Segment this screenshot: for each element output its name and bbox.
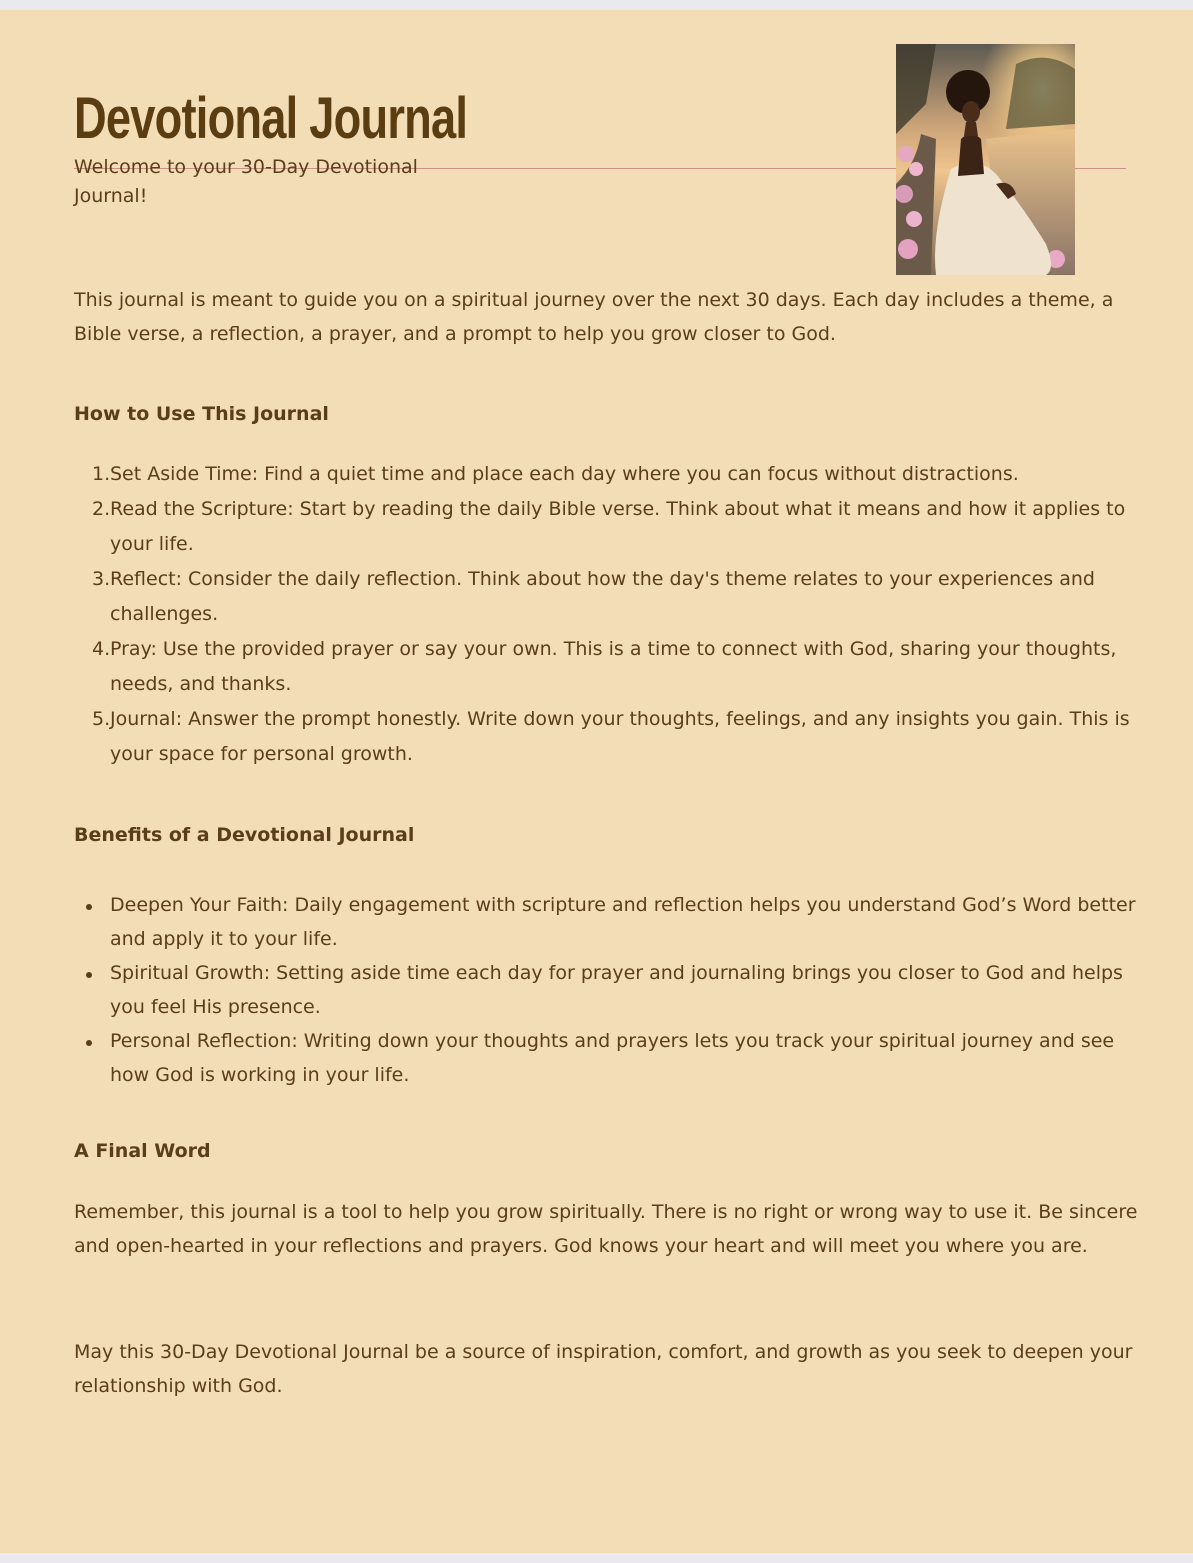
list-item (74, 457, 1159, 492)
list-item (74, 888, 1159, 956)
bullet-icon (86, 1040, 92, 1046)
list-item-text: Spiritual Growth: Setting aside time each day for prayer and journaling brings you closer to God and helps you feel His presence. (110, 962, 1123, 1018)
woman-by-river-photo (896, 44, 1075, 275)
list-item (74, 1024, 1159, 1092)
benefits-list (74, 888, 1159, 1092)
list-item-text: Pray: Use the provided prayer or say your own. This is a time to connect with God, sharing your thoughts, needs, and thanks. (110, 638, 1117, 695)
list-item-number: 3. (92, 568, 111, 590)
list-item-text: Set Aside Time: Find a quiet time and place each day where you can focus without distractions. (110, 463, 1019, 485)
final-word-paragraph: Remember, this journal is a tool to help you grow spiritually. There is no right or wrong way to use it. Be sincere and open-hearted in your reflections and prayers. God knows your heart and will meet you where you are. (74, 1201, 1138, 1257)
intro-paragraph: This journal is meant to guide you on a spiritual journey over the next 30 days. Each day includes a theme, a Bible verse, a reflection, a prayer, and a prompt to help you grow closer to God. (74, 289, 1114, 345)
welcome-text: Welcome to your 30-Day Devotional Journal! (74, 156, 418, 207)
list-item-text: Journal: Answer the prompt honestly. Write down your thoughts, feelings, and any insights you gain. This is your space for personal growth. (110, 708, 1130, 765)
bullet-icon (86, 904, 92, 910)
list-item (74, 702, 1159, 772)
bullet-icon (86, 972, 92, 978)
closing-paragraph: May this 30-Day Devotional Journal be a source of inspiration, comfort, and growth as you seek to deepen your relationship with God. (74, 1341, 1133, 1397)
list-item-number: 5. (92, 708, 111, 730)
list-item-number: 2. (92, 498, 111, 520)
list-item (74, 956, 1159, 1024)
list-item (74, 492, 1159, 562)
list-item (74, 632, 1159, 702)
list-item-number: 4. (92, 638, 111, 660)
document-page (0, 10, 1193, 1553)
benefits-heading: Benefits of a Devotional Journal (74, 824, 415, 846)
list-item-text: Deepen Your Faith: Daily engagement with scripture and reflection helps you understand God’s Word better and apply it to your life. (110, 894, 1136, 950)
page-title: Devotional Journal (74, 86, 468, 151)
list-item-text: Reflect: Consider the daily reflection. Think about how the day's theme relates to your experiences and challenges. (110, 568, 1095, 625)
list-item (74, 562, 1159, 632)
list-item-number: 1. (92, 463, 111, 485)
how-to-use-list (74, 457, 1159, 772)
list-item-text: Personal Reflection: Writing down your thoughts and prayers lets you track your spiritual journey and see how God is working in your life. (110, 1030, 1115, 1086)
final-word-heading: A Final Word (74, 1140, 211, 1162)
list-item-text: Read the Scripture: Start by reading the daily Bible verse. Think about what it means and how it applies to your life. (110, 498, 1126, 555)
how-to-use-heading: How to Use This Journal (74, 403, 329, 425)
